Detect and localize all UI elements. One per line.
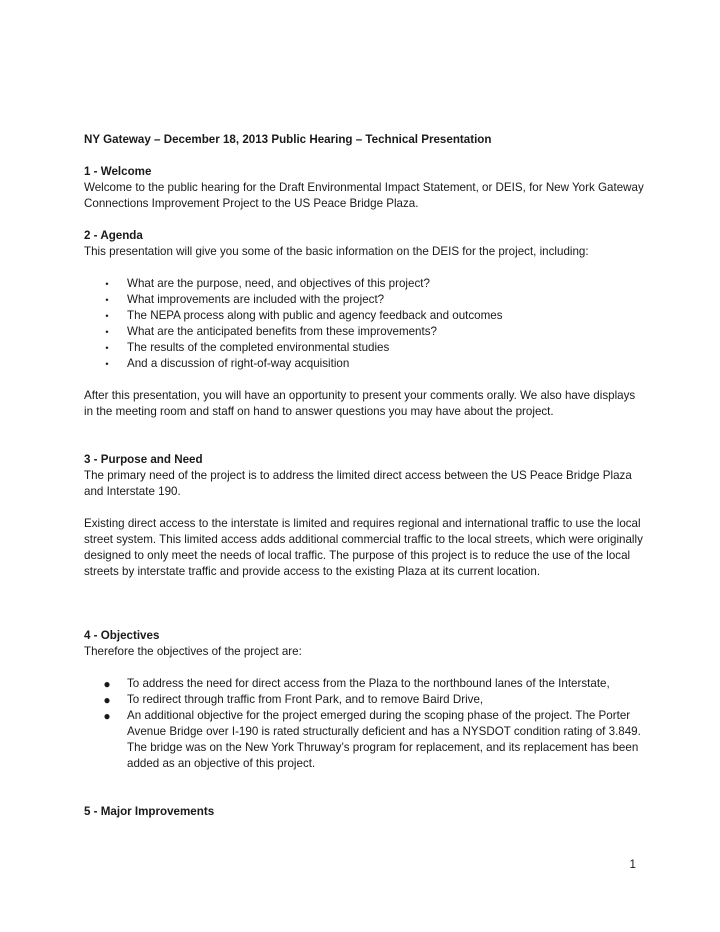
objective-item-text: An additional objective for the project emerged during the scoping phase of the project. The Porter Avenue Bridge over I-190 is rated structurally deficient and has a NYSDOT condition rating of 3.849. The bridge was on the New York Thruway’s program for replacement, and its replacement has been added as an objective of this project. [127, 709, 641, 770]
bullet-icon: ● [103, 709, 111, 723]
bullet-icon: • [105, 327, 109, 337]
objective-item [84, 692, 644, 708]
agenda-item-text: What improvements are included with the project? [127, 293, 385, 306]
objectives-list [84, 676, 644, 772]
bullet-icon: • [105, 295, 109, 305]
bullet-icon: • [105, 311, 109, 321]
agenda-item [84, 308, 644, 324]
agenda-item-text: And a discussion of right-of-way acquisition [127, 357, 350, 370]
objective-item-text: To redirect through traffic from Front Park, and to remove Baird Drive, [127, 693, 484, 706]
bullet-icon: • [105, 279, 109, 289]
agenda-item [84, 276, 644, 292]
agenda-item [84, 340, 644, 356]
objective-item-text: To address the need for direct access from the Plaza to the northbound lanes of the Interstate, [127, 677, 610, 690]
bullet-icon: ● [103, 677, 111, 691]
agenda-heading: 2 - Agenda [84, 229, 143, 242]
purpose-heading: 3 - Purpose and Need [84, 453, 203, 466]
agenda-item-text: What are the purpose, need, and objectives of this project? [127, 277, 430, 290]
objectives-heading: 4 - Objectives [84, 629, 160, 642]
welcome-text: Welcome to the public hearing for the Draft Environmental Impact Statement, or DEIS, for New York Gateway Connections Improvement Project to the US Peace Bridge Plaza. [84, 181, 644, 210]
page-number: 1 [629, 858, 636, 871]
agenda-list [84, 276, 644, 372]
agenda-item-text: The NEPA process along with public and agency feedback and outcomes [127, 309, 503, 322]
agenda-closing: After this presentation, you will have an opportunity to present your comments orally. We also have displays in the meeting room and staff on hand to answer questions you may have about the project. [84, 389, 636, 418]
objective-item [84, 708, 644, 772]
objectives-intro: Therefore the objectives of the project are: [84, 645, 302, 658]
agenda-item-text: What are the anticipated benefits from these improvements? [127, 325, 437, 338]
bullet-icon: • [105, 359, 109, 369]
agenda-intro: This presentation will give you some of the basic information on the DEIS for the project, including: [84, 245, 589, 258]
improvements-heading: 5 - Major Improvements [84, 805, 215, 818]
bullet-icon: ● [103, 693, 111, 707]
purpose-paragraph-2: Existing direct access to the interstate is limited and requires regional and international traffic to use the local street system. This limited access adds additional commercial traffic to the local streets, which were originally designed to only meet the needs of local traffic. The purpose of this project is to reduce the use of the local streets by interstate traffic and provide access to the existing Plaza at its current location. [84, 517, 643, 578]
document-body [84, 132, 644, 820]
welcome-heading: 1 - Welcome [84, 165, 152, 178]
agenda-item [84, 292, 644, 308]
agenda-item [84, 324, 644, 340]
purpose-paragraph-1: The primary need of the project is to address the limited direct access between the US Peace Bridge Plaza and Interstate 190. [84, 469, 632, 498]
agenda-item-text: The results of the completed environmental studies [127, 341, 390, 354]
bullet-icon: • [105, 343, 109, 353]
objective-item [84, 676, 644, 692]
agenda-item [84, 356, 644, 372]
document-title: NY Gateway – December 18, 2013 Public Hearing – Technical Presentation [84, 133, 492, 146]
